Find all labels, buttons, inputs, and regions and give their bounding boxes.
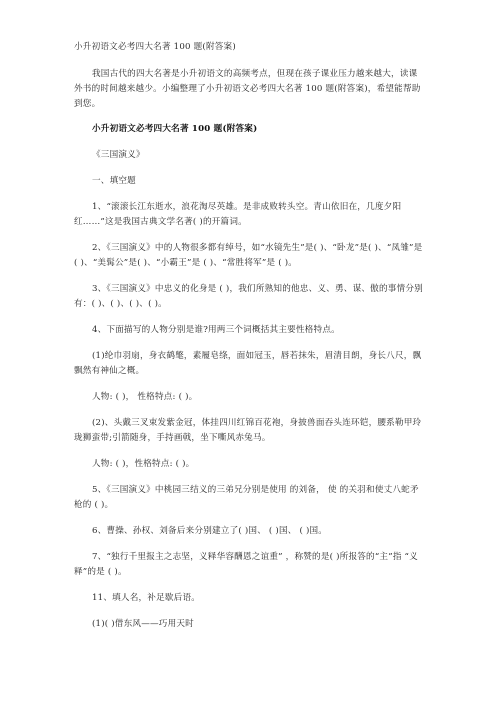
question-4-part-2: (2)、头戴三叉束发紫金冠，体挂四川红锦百花袍，身披兽面吞头连环铠，腰系勒甲玲珑狮蛮带;引箭随身，手持画戟，坐下嘶风赤兔马。 [74, 418, 422, 443]
document-header: 小升初语文必考四大名著 100 题(附答案) [74, 42, 236, 52]
question-5: 5、《三国演义》中桃园三结义的三弟兄分别是使用 的刘备， 使 的关羽和使丈八蛇矛枪的 ( )。 [74, 485, 419, 510]
question-1: 1、“滚滚长江东逝水，浪花淘尽英雄。是非成败转头空。青山依旧在，几度夕阳红……”这是我国古典文学名著( )的开篇词。 [74, 202, 402, 227]
question-11-part-1: (1)( )借东风——巧用天时 [92, 619, 194, 629]
question-4: 4、下面描写的人物分别是谁?用两三个词概括其主要性格特点。 [92, 325, 340, 335]
question-11: 11、填人名，补足歇后语。 [92, 593, 201, 603]
question-4-part-1-answer: 人物: ( )， 性格特点: ( )。 [92, 392, 198, 402]
book-title: 《三国演义》 [92, 150, 145, 160]
question-4-part-1: (1)纶巾羽扇，身衣鹤氅，素履皂绦，面如冠玉，唇若抹朱，眉清目朗，身长八尺，飘飘然有神仙之概。 [74, 351, 422, 376]
intro-paragraph: 我国古代的四大名著是小升初语文的高频考点，但现在孩子课业压力越来越大，读课外书的时间越来越少。小编整理了小升初语文必考四大名著 100 题(附答案)，希望能帮助到您。 [74, 69, 421, 109]
question-3: 3、《三国演义》中忠义的化身是 ( )，我们所熟知的他忠、义、勇、谋、傲的事情分别有：( )、( )、( )、( )。 [74, 284, 423, 309]
question-4-part-2-answer: 人物: ( )，性格特点: ( )。 [92, 459, 195, 469]
section-title: 一、填空题 [92, 176, 136, 186]
article-heading: 小升初语文必考四大名著 100 题(附答案) [92, 124, 258, 134]
question-2: 2、《三国演义》中的人物很多都有绰号，如“水镜先生”是( )、“卧龙”是( )、“凤雏”是( )、“美髯公”是( )、“小霸王”是 ( )、“常胜将军”是 ( )。 [74, 243, 423, 268]
question-7: 7、“独行千里报主之志坚，义释华容酬恩之谊重” ，称赞的是( )所报答的“主”指 “义释”的是 ( )。 [74, 552, 418, 577]
question-6: 6、曹操、孙权、刘备后来分别建立了( )国、 ( )国、 ( )国。 [92, 526, 328, 536]
document-body [74, 40, 424, 641]
